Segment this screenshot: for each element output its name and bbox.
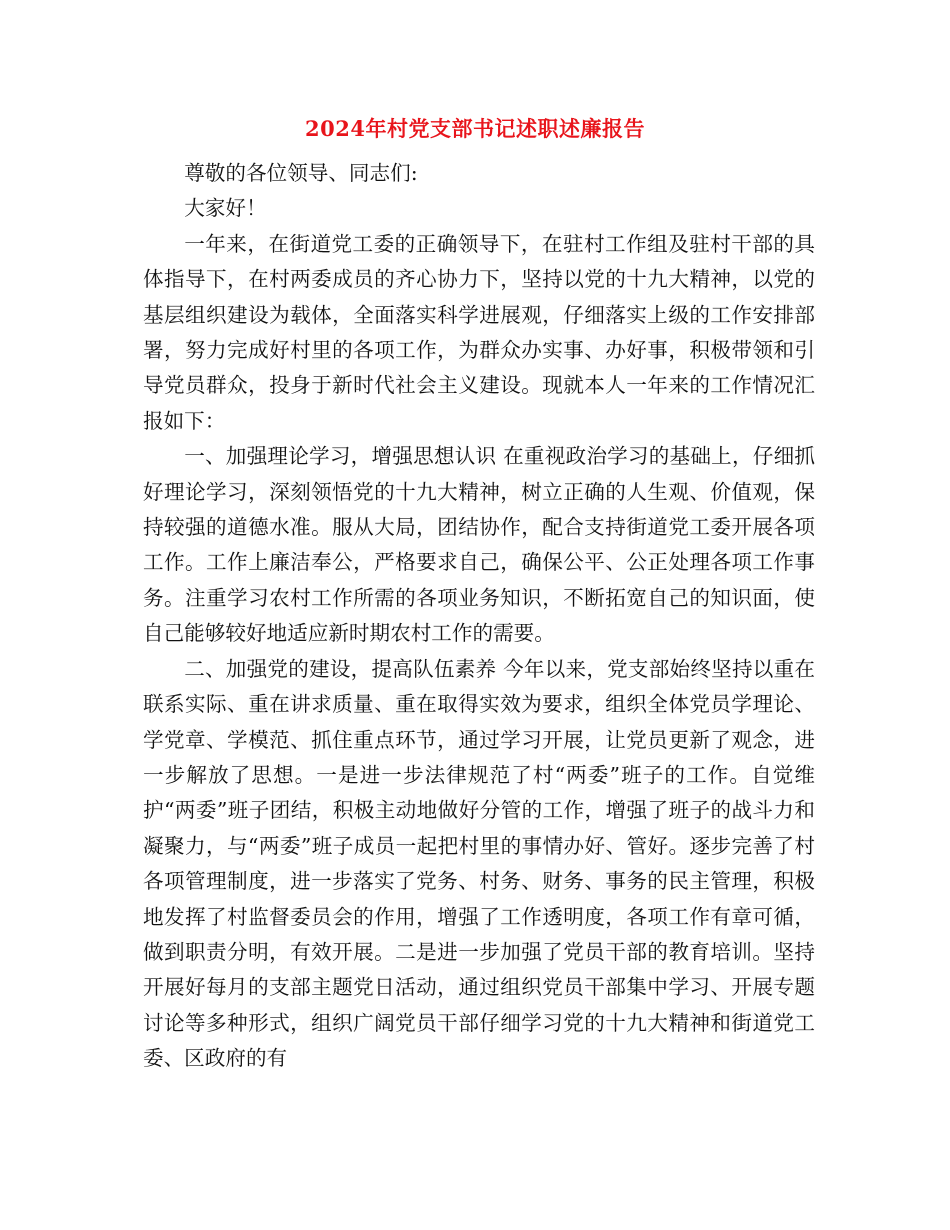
greeting: 大家好！: [184, 196, 267, 221]
document-body: [143, 156, 815, 1077]
document-title: 2024年村党支部书记述职述廉报告: [305, 116, 645, 141]
paragraph-theory-study: 一、加强理论学习，增强思想认识 在重视政治学习的基础上，仔细抓好理论学习，深刻领悟党的十九大精神，树立正确的人生观、价值观，保持较强的道德水准。服从大局，团结协作，配合支持街道党工委开展各项工作。工作上廉洁奉公，严格要求自己，确保公平、公正处理各项工作事务。注重学习农村工作所需的各项业务知识，不断拓宽自己的知识面，使自己能够较好地适应新时期农村工作的需要。: [143, 444, 815, 646]
paragraph-party-building: 二、加强党的建设，提高队伍素养 今年以来，党支部始终坚持以重在联系实际、重在讲求质量、重在取得实效为要求，组织全体党员学理论、学党章、学模范、抓住重点环节，通过学习开展，让党员更新了观念，进一步解放了思想。一是进一步法律规范了村“两委”班子的工作。自觉维护“两委”班子团结，积极主动地做好分管的工作，增强了班子的战斗力和凝聚力，与“两委”班子成员一起把村里的事情办好、管好。逐步完善了村各项管理制度，进一步落实了党务、村务、财务、事务的民主管理，积极地发挥了村监督委员会的作用，增强了工作透明度，各项工作有章可循，做到职责分明，有效开展。二是进一步加强了党员干部的教育培训。坚持开展好每月的支部主题党日活动，通过组织党员干部集中学习、开展专题讨论等多种形式，组织广阔党员干部仔细学习党的十九大精神和街道党工委、区政府的有: [143, 656, 815, 1071]
paragraph-intro: 一年来，在街道党工委的正确领导下，在驻村工作组及驻村干部的具体指导下，在村两委成员的齐心协力下，坚持以党的十九大精神，以党的基层组织建设为载体，全面落实科学进展观，仔细落实上级的工作安排部署，努力完成好村里的各项工作，为群众办实事、办好事，积极带领和引导党员群众，投身于新时代社会主义建设。现就本人一年来的工作情况汇报如下：: [143, 231, 815, 433]
salutation: 尊敬的各位领导、同志们:: [184, 161, 418, 185]
